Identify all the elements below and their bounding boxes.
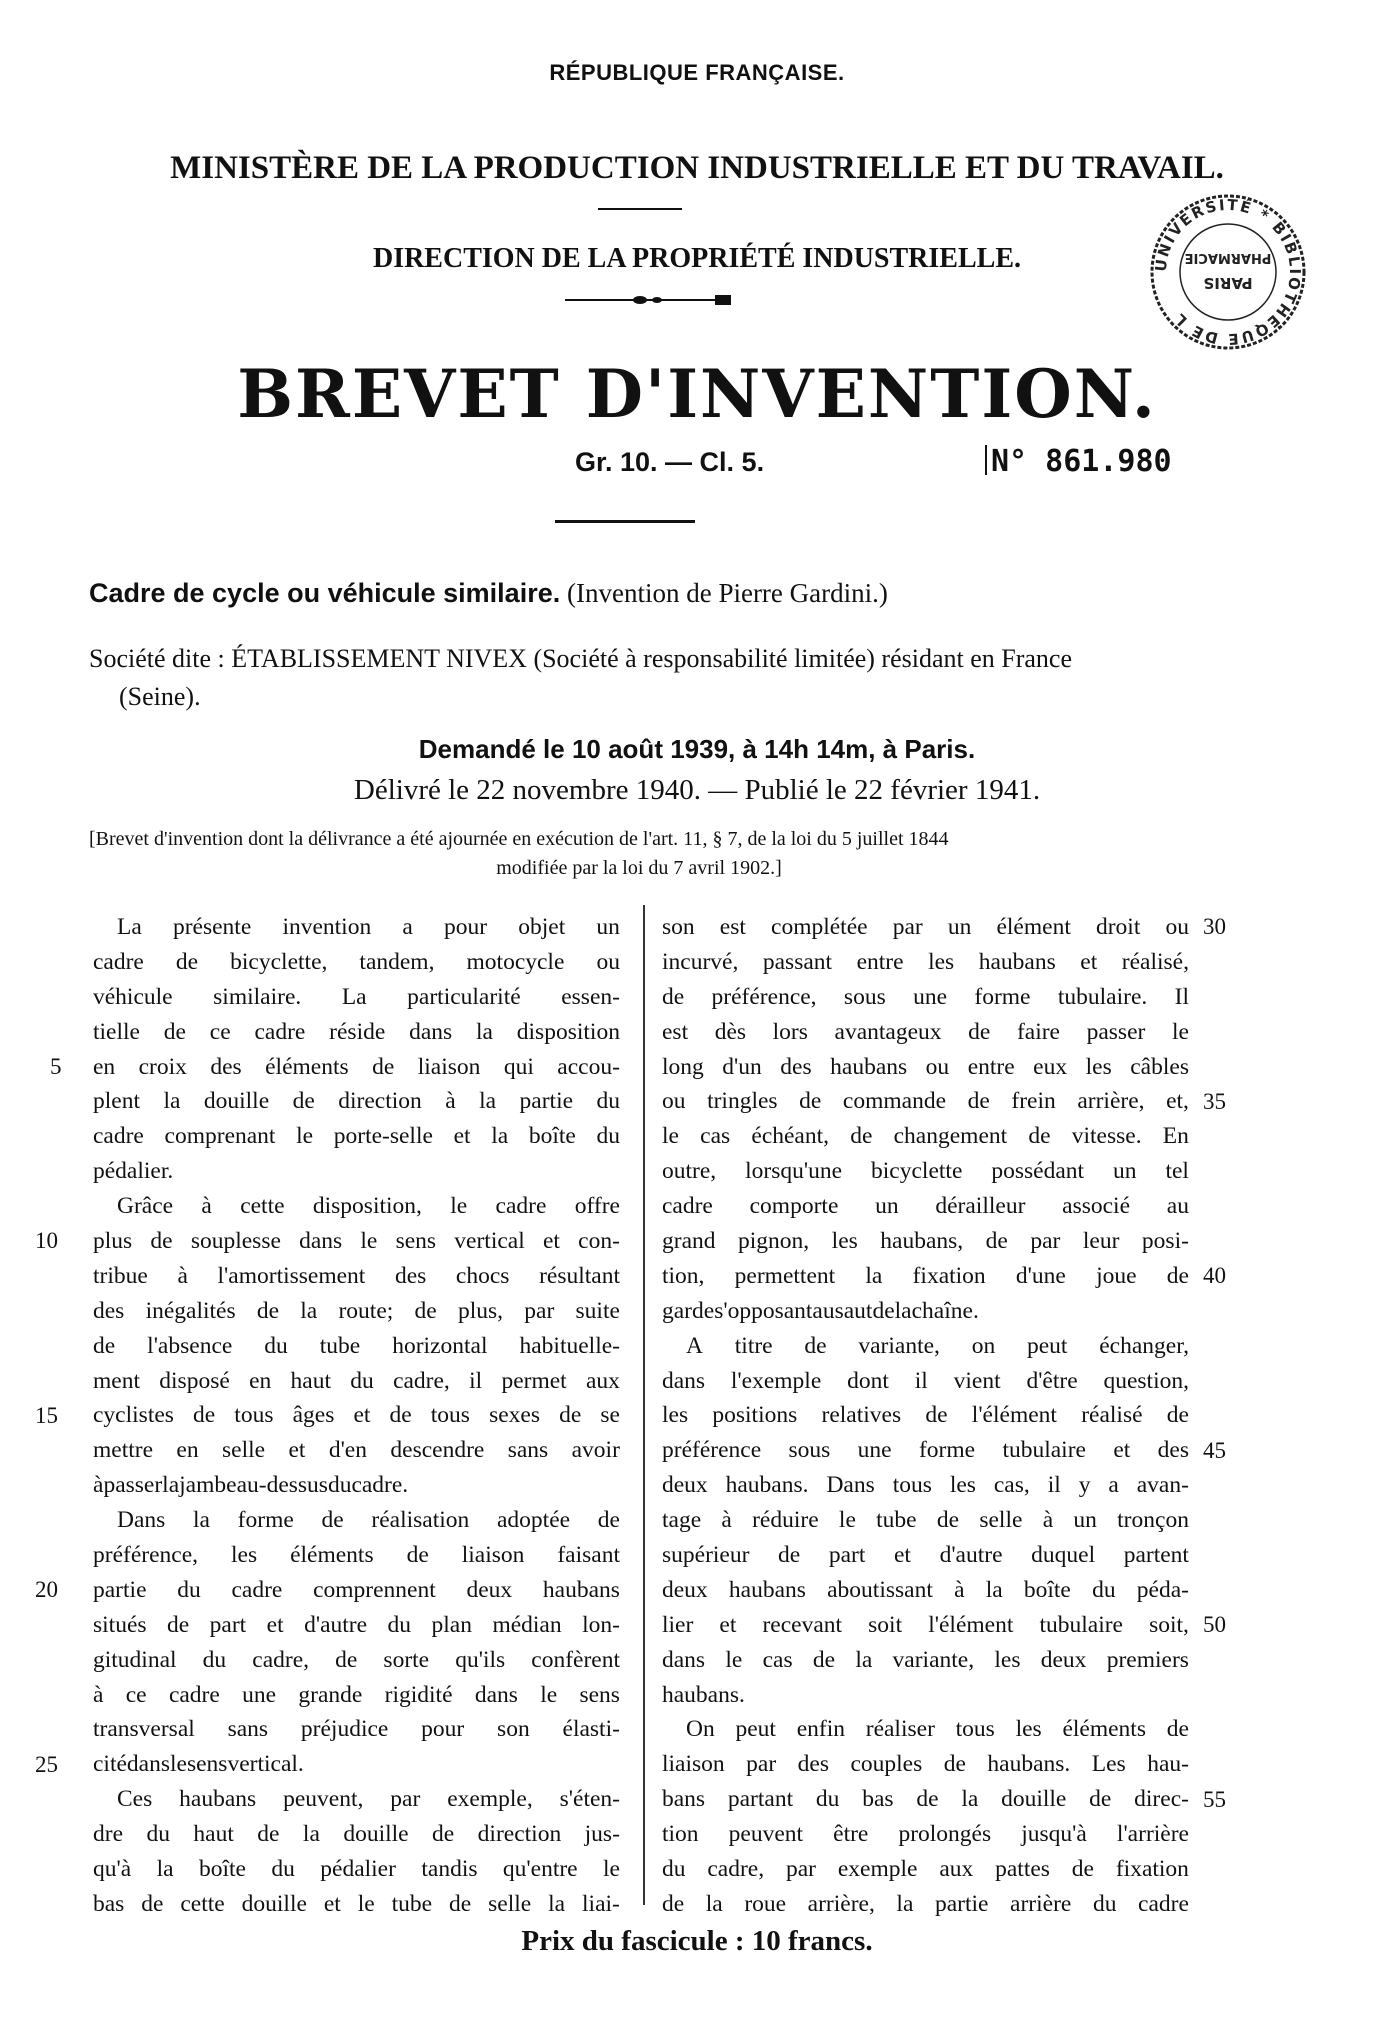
line-number-right: 40 [1203,1263,1226,1288]
direction-header: DIRECTION DE LA PROPRIÉTÉ INDUSTRIELLE. [372,243,1022,274]
right-column [662,910,1189,1922]
text-line: en croix des éléments de liaison qui accou- [93,1053,620,1080]
text-line: les positions relatives de l'élément réalisé de [662,1402,1189,1429]
patent-number [985,444,1172,479]
text-line: cité dans le sens vertical. [93,1751,304,1778]
patent-title [89,578,888,609]
line-number-right: 35 [1203,1088,1226,1114]
header-rule [598,208,682,210]
text-line: le cas échéant, de changement de vitesse. En [662,1123,1189,1150]
line-number-right: 45 [1203,1437,1226,1463]
text-line: tage à réduire le tube de selle à un tronçon [662,1507,1189,1534]
text-line: outre, lorsqu'une bicyclette possédant un tel [662,1158,1189,1185]
text-line: tribue à l'amortissement des chocs résultant [93,1262,620,1289]
text-line: cadre de bicyclette, tandem, motocycle ou [93,948,620,975]
text-line: Grâce à cette disposition, le cadre offre [117,1193,620,1220]
text-line: de préférence, sous une forme tubulaire. Il [662,983,1189,1010]
text-line: dans l'exemple dont il vient d'être question, [662,1367,1189,1394]
text-line: qu'à la boîte du pédalier tandis qu'entre le [93,1856,620,1883]
text-line: préférence sous une forme tubulaire et des [662,1437,1189,1464]
text-line: de l'absence du tube horizontal habituelle- [93,1332,620,1359]
text-line: partie du cadre comprennent deux haubans [93,1576,620,1603]
line-number-left: 20 [35,1577,58,1603]
stamp-inner-text-1: PARIS [1203,274,1253,292]
text-line: pédalier. [93,1158,174,1185]
text-line: est dès lors avantageux de faire passer le [662,1018,1189,1045]
ornament-divider [565,293,735,307]
classification: Gr. 10. — Cl. 5. [575,447,765,477]
societe-line-2: (Seine). [119,682,201,711]
text-line: garde s'opposant au saut de la chaîne. [662,1297,979,1324]
republique-header: RÉPUBLIQUE FRANÇAISE. [549,60,845,85]
text-line: mettre en selle et d'en descendre sans avoir [93,1437,620,1464]
text-line: bas de cette douille et le tube de selle la liai- [93,1890,620,1917]
legal-note-line-1: [Brevet d'invention dont la délivrance a été ajournée en exécution de l'art. 11, § 7, de la loi du 5 juillet 1844 [89,828,949,850]
library-stamp [1148,192,1308,352]
text-line: tielle de ce cadre réside dans la disposition [93,1018,620,1045]
societe-line-1: Société dite : ÉTABLISSEMENT NIVEX (Société à responsabilité limitée) résidant en France [89,644,1073,673]
column-divider [643,905,645,1905]
text-line: incurvé, passant entre les haubans et réalisé, [662,948,1189,975]
text-line: tion peuvent être prolongés jusqu'à l'arrière [662,1821,1189,1848]
text-line: plent la douille de direction à la partie du [93,1088,620,1115]
text-line: transversal sans préjudice pour son élasti- [93,1716,620,1743]
title-rule [555,520,695,523]
number-bar [985,445,987,475]
text-line: à passer la jambe au-dessus du cadre. [93,1472,409,1499]
text-line: Ces haubans peuvent, par exemple, s'éten- [117,1786,620,1813]
demande-line: Demandé le 10 août 1939, à 14h 14m, à Paris. [418,734,976,764]
text-line: supérieur de part et d'autre duquel partent [662,1542,1189,1569]
text-line: du cadre, par exemple aux pattes de fixation [662,1856,1189,1883]
text-line: gitudinal du cadre, de sorte qu'ils confèrent [93,1646,620,1673]
text-line: plus de souplesse dans le sens vertical et con- [93,1228,620,1255]
line-number-left: 25 [35,1751,58,1777]
text-line: deux haubans aboutissant à la boîte du péda- [662,1576,1189,1603]
line-number-left: 15 [35,1402,58,1428]
text-line: bans partant du bas de la douille de direc- [662,1786,1189,1813]
text-line: ment disposé en haut du cadre, il permet aux [93,1367,620,1394]
text-line: de la roue arrière, la partie arrière du cadre [662,1890,1189,1917]
ministere-header: MINISTÈRE DE LA PRODUCTION INDUSTRIELLE ET DU TRAVAIL. [170,150,1224,186]
text-line: cyclistes de tous âges et de tous sexes de se [93,1402,620,1429]
line-number-left: 5 [50,1053,62,1079]
text-line: long d'un des haubans ou entre eux les câbles [662,1053,1189,1080]
text-line: des inégalités de la route; de plus, par suite [93,1297,620,1324]
text-line: dans le cas de la variante, les deux premiers [662,1646,1189,1673]
text-line: Dans la forme de réalisation adoptée de [117,1507,620,1534]
text-line: deux haubans. Dans tous les cas, il y a avan- [662,1472,1189,1499]
patent-inventor: (Invention de Pierre Gardini.) [566,578,888,608]
text-line: situés de part et d'autre du plan médian lon- [93,1611,620,1638]
text-line: véhicule similaire. La particularité essen- [93,983,620,1010]
societe-block [89,640,1194,716]
text-line: lier et recevant soit l'élément tubulaire soit, [662,1611,1189,1638]
text-line: préférence, les éléments de liaison faisant [93,1542,620,1569]
left-column [93,910,620,1922]
line-number-right: 30 [1203,914,1226,939]
line-number-left: 10 [35,1228,58,1254]
text-line: haubans. [662,1681,745,1708]
text-line: à ce cadre une grande rigidité dans le sens [93,1681,620,1708]
stamp-outer-text: UNIVERSITÉ * BIBLIOTHÈQUE DE L [1151,195,1305,349]
line-number-right: 55 [1203,1786,1226,1812]
text-line: dre du haut de la douille de direction jus- [93,1821,620,1848]
text-line: cadre comporte un dérailleur associé au [662,1193,1189,1220]
patent-number-text: N° 861.980 [991,444,1172,479]
legal-note [89,825,1189,883]
delivre-line: Délivré le 22 novembre 1940. — Publié le 22 février 1941. [353,774,1041,806]
document-title: BREVET D'INVENTION. [237,355,1157,433]
text-line: son est complétée par un élément droit ou [662,914,1189,940]
price-footer: Prix du fascicule : 10 francs. [521,1925,873,1957]
text-line: ou tringles de commande de frein arrière, et, [662,1088,1189,1115]
patent-title-bold: Cadre de cycle ou véhicule similaire. [89,578,561,608]
text-line: liaison par des couples de haubans. Les hau- [662,1751,1189,1778]
line-number-right: 50 [1203,1612,1226,1637]
stamp-inner-text-2: PHARMACIE [1184,250,1272,265]
text-line: cadre comprenant le porte-selle et la boîte du [93,1123,620,1150]
text-line: A titre de variante, on peut échanger, [686,1332,1189,1359]
text-line: On peut enfin réaliser tous les éléments de [686,1716,1189,1743]
text-line: tion, permettent la fixation d'une joue de [662,1262,1189,1289]
legal-note-line-2: modifiée par la loi du 7 avril 1902.] [496,857,782,879]
text-line: La présente invention a pour objet un [117,914,620,940]
text-line: grand pignon, les haubans, de par leur posi- [662,1228,1189,1255]
